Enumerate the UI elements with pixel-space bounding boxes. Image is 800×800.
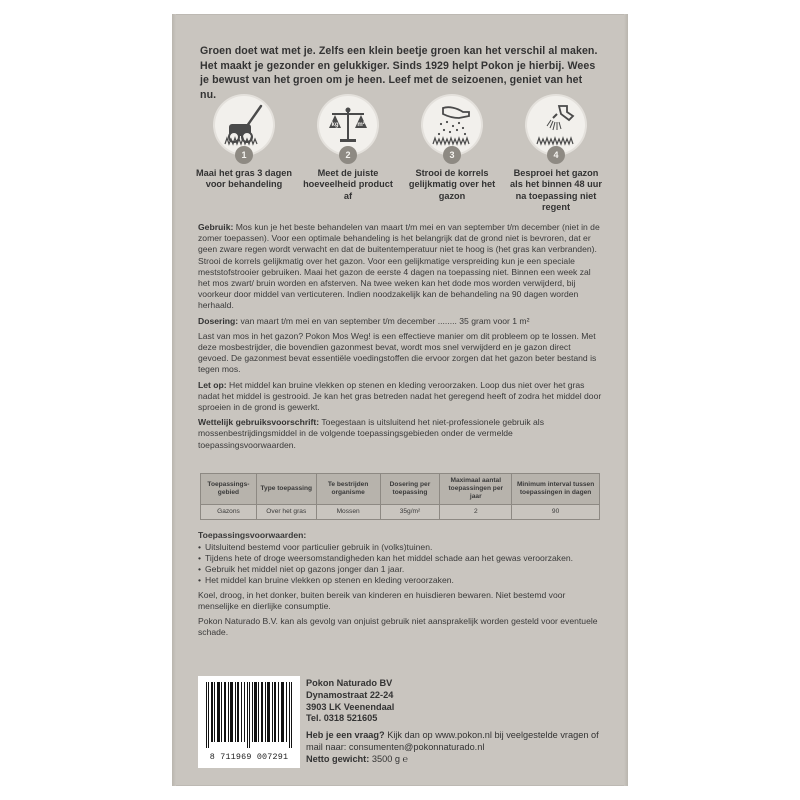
liability-text: Pokon Naturado B.V. kan als gevolg van onjuist gebruik niet aansprakelijk worden gesteld voor eventuele schade.: [198, 616, 598, 637]
dosage-text: van maart t/m mei en van september t/m december ........ 35 gram voor 1 m²: [240, 315, 530, 326]
table-header-row: [201, 474, 600, 505]
table-header: Maximaal aantal toepassingen per jaar: [440, 474, 512, 505]
scale-label-m2: m²: [357, 122, 365, 128]
dosage-label: Dosering:: [198, 315, 239, 326]
table-cell: Gazons: [201, 505, 257, 520]
net-weight-label: Netto gewicht:: [306, 753, 370, 764]
step-3-number: 3: [443, 146, 461, 164]
list-item: • Gebruik het middel niet op gazons jonger dan 1 jaar.: [198, 564, 602, 575]
instruction-steps: [194, 96, 606, 216]
step-4-caption: Besproei het gazon als het binnen 48 uur na toepassing niet regent: [510, 168, 602, 213]
instructions-body: [198, 222, 602, 455]
table-header: Dosering per toepassing: [380, 474, 440, 505]
scale-icon: [325, 102, 371, 148]
dosage-paragraph: [198, 316, 602, 327]
step-4-number: 4: [547, 146, 565, 164]
step-4-circle: [527, 96, 585, 160]
usage-text: Mos kun je het beste behandelen van maart t/m mei en van september t/m december (niet in de zomer toepassen). Voor een optimale behandeling is het belangrijk dat de grond niet is bevroren, dat er geen zware regen wordt verwacht en dat de buitentemperatuur niet te hoog is (het gras kan verbranden). Strooi de korrels gelijkmatig over het gazon. Voor een gelijkmatige verspreiding kun je een speciale meststofstrooier gebruiken. Maai het gazon de eerste 4 dagen na toepassing niet. Binnen een week zal het mos zwart/ bruin worden en afsterven. Na twee weken kan het dode mos worden verwijderd, bij voorkeur door middel van verticuteren. Indien noodzakelijk kan de behandeling na 90 dagen worden herhaald.: [198, 222, 600, 311]
table-row: [201, 505, 600, 520]
net-weight: [306, 754, 602, 766]
intro-text: Groen doet wat met je. Zelfs een klein beetje groen kan het verschil al maken. Het maakt je gezonder en gelukkiger. Sinds 1929 helpt Pokon je hierbij. Wees je bewust van het groen om je heen. Leef met de seizoenen, geniet van het nu.: [200, 45, 598, 101]
company-city: 3903 LK Veenendaal: [306, 701, 395, 712]
conditions-label: Toepassingsvoorwaarden:: [198, 530, 307, 540]
list-item: • Het middel kan bruine vlekken op stenen en kleding veroorzaken.: [198, 575, 602, 586]
question-label: Heb je een vraag?: [306, 730, 385, 741]
legal-label: Wettelijk gebruiksvoorschrift:: [198, 417, 320, 428]
table-cell: Mossen: [316, 505, 380, 520]
list-item: • Tijdens hete of droge weersomstandigheden kan het middel schade aan het gewas veroorzaken.: [198, 553, 602, 564]
company-phone: Tel. 0318 521605: [306, 713, 378, 724]
company-street: Dynamostraat 22-24: [306, 689, 394, 700]
package-back: [172, 14, 628, 786]
table-cell: Over het gras: [256, 505, 316, 520]
step-2-caption: Meet de juiste hoeveelheid product af: [303, 168, 393, 201]
table-cell: 2: [440, 505, 512, 520]
table-header: Toepassings-gebied: [201, 474, 257, 505]
barcode-number: 8 711969 007291: [209, 752, 289, 762]
step-1-caption: Maai het gras 3 dagen voor behandeling: [196, 168, 292, 190]
company-name: Pokon Naturado BV: [306, 678, 393, 688]
step-1: [194, 96, 294, 191]
lawn-mower-icon: [221, 102, 267, 148]
step-2: [298, 96, 398, 202]
list-item: • Uitsluitend bestemd voor particulier gebruik in (volks)tuinen.: [198, 542, 602, 553]
warning-paragraph: [198, 380, 602, 414]
company-info: [306, 678, 602, 766]
warning-text: Het middel kan bruine vlekken op stenen en kleding veroorzaken. Loop dus niet over het gras nadat het middel is gestrooid. Je kan het gras betreden nadat het geregend heeft of zodra het middel door sproeien in de grond is gewerkt.: [198, 379, 602, 413]
warning-label: Let op:: [198, 379, 227, 390]
scale-label-kg: kg: [331, 122, 339, 128]
step-2-circle: [319, 96, 377, 160]
step-3-caption: Strooi de korrels gelijkmatig over het gazon: [408, 168, 496, 201]
table-cell: 35g/m²: [380, 505, 440, 520]
conditions-list: [198, 542, 602, 586]
table-header: Te bestrijden organisme: [316, 474, 380, 505]
usage-paragraph: [198, 222, 602, 312]
step-3: [402, 96, 502, 202]
barcode: [198, 676, 300, 768]
table-header: Minimum interval tussen toepassingen in dagen: [512, 474, 600, 505]
step-2-number: 2: [339, 146, 357, 164]
question-text: Kijk dan op www.pokon.nl bij veelgestelde vragen of mail naar: consumenten@pokonnaturado.nl: [306, 730, 599, 752]
question-text-block: [306, 730, 602, 754]
storage-text: Koel, droog, in het donker, buiten bereik van kinderen en huisdieren bewaren. Niet bestemd voor menselijke en dierlijke consumptie.: [198, 590, 566, 611]
net-weight-value: 3500 g ℮: [371, 753, 409, 764]
table-header: Type toepassing: [256, 474, 316, 505]
step-1-circle: [215, 96, 273, 160]
watering-icon: [533, 102, 579, 148]
conditions-section: [198, 530, 602, 642]
table-cell: 90: [512, 505, 600, 520]
usage-label: Gebruik:: [198, 222, 234, 232]
step-4: [506, 96, 606, 214]
step-1-number: 1: [235, 146, 253, 164]
barcode-bars: [204, 682, 294, 748]
description-paragraph: Last van mos in het gazon? Pokon Mos Weg! is een effectieve manier om dit probleem op te lossen. Met deze mosbestrijder, die bovendien gazonmest bevat, wordt mos snel verwijderd en je gazon direct gevoed. De gazonmest bevat essentiële voedingstoffen die ervoor zorgen dat het gazon beter bestand is tegen mos.: [198, 330, 597, 375]
legal-text: Toegestaan is uitsluitend het niet-professionele gebruik als mossenbestrijdingsmiddel in de volgende toepassingsgebieden onder de vermelde toepassingsvoorwaarden.: [198, 417, 544, 450]
spreading-hand-icon: [429, 102, 475, 148]
application-table: [200, 473, 600, 520]
legal-paragraph: [198, 417, 602, 451]
step-3-circle: [423, 96, 481, 160]
